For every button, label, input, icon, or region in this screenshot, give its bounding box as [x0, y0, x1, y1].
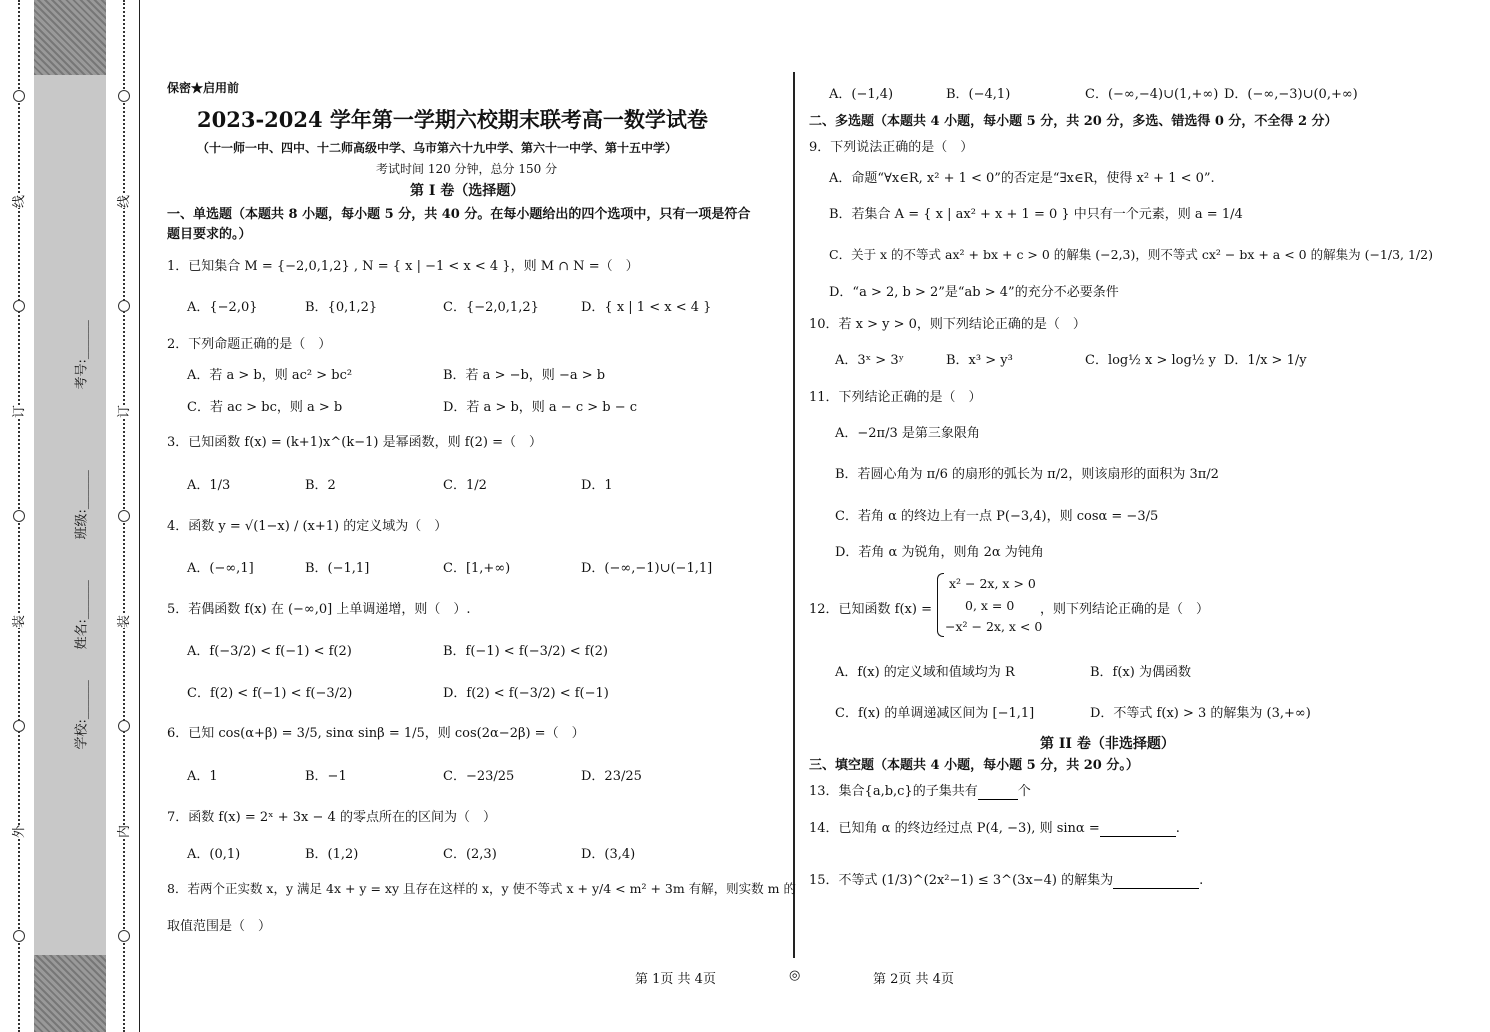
q5-option-a[interactable]: A．f(−3/2) < f(−1) < f(2) — [187, 644, 352, 659]
q12-stem-tail: ，则下列结论正确的是（ ） — [1040, 602, 1210, 617]
binding-hole — [13, 510, 25, 522]
exam-number-field[interactable]: 考号:______ — [74, 320, 90, 390]
q6-option-d[interactable]: D．23/25 — [581, 769, 642, 784]
q9-stem: 9．下列说法正确的是（ ） — [809, 140, 974, 155]
column-divider — [793, 72, 795, 958]
q10-option-c[interactable]: C．log½ x > log½ y — [1085, 353, 1216, 368]
binding-label: 装 — [8, 615, 27, 628]
q3-stem: 3．已知函数 f(x) = (k+1)x^(k−1) 是幂函数，则 f(2) =（ ） — [167, 435, 542, 450]
hatched-block — [34, 955, 106, 1032]
binding-label: 内 — [113, 825, 132, 838]
binding-hole — [118, 930, 130, 942]
q4-option-c[interactable]: C．[1,+∞) — [443, 561, 511, 576]
section1-heading: 一、单选题（本题共 8 小题，每小题 5 分，共 40 分。在每小题给出的四个选项中，只有一项是符合 — [167, 207, 751, 222]
q11-stem: 11．下列结论正确的是（ ） — [809, 390, 982, 405]
q3-option-b[interactable]: B．2 — [305, 478, 336, 493]
q6-option-b[interactable]: B．−1 — [305, 769, 347, 784]
binding-label: 线 — [113, 195, 132, 208]
part2-heading: 第 II 卷（非选择题） — [1040, 736, 1175, 752]
q2-option-c[interactable]: C．若 ac > bc，则 a > b — [187, 400, 343, 415]
q10-option-b[interactable]: B．x³ > y³ — [946, 353, 1013, 368]
q2-option-a[interactable]: A．若 a > b，则 ac² > bc² — [187, 368, 353, 383]
binding-hole — [118, 720, 130, 732]
q7-option-d[interactable]: D．(3,4) — [581, 847, 636, 862]
page-number-left: 第 1页 共 4页 — [635, 972, 716, 987]
q10-stem: 10．若 x > y > 0，则下列结论正确的是（ ） — [809, 317, 1086, 332]
q5-option-d[interactable]: D．f(2) < f(−3/2) < f(−1) — [443, 686, 609, 701]
binding-hole — [13, 300, 25, 312]
q15 — [809, 869, 1203, 889]
section2-heading: 二、多选题（本题共 4 小题，每小题 5 分，共 20 分，多选、错选得 0 分，不全得 2 分） — [809, 114, 1338, 129]
q9-option-c[interactable]: C．关于 x 的不等式 ax² + bx + c > 0 的解集 (−2,3)，则不等式 cx² − bx + a < 0 的解集为 (−1/3, 1/2) — [829, 247, 1433, 262]
q7-option-c[interactable]: C．(2,3) — [443, 847, 497, 862]
q14-text: 14．已知角 α 的终边经过点 P(4, −3), 则 sinα = — [809, 821, 1100, 836]
q12-option-d[interactable]: D．不等式 f(x) > 3 的解集为 (3,+∞) — [1090, 706, 1311, 721]
q1-option-b[interactable]: B．{0,1,2} — [305, 300, 378, 315]
page-number-right: 第 2页 共 4页 — [873, 972, 954, 987]
q13-answer-blank[interactable] — [978, 784, 1018, 800]
page-title: 2023-2024 学年第一学期六校期末联考高一数学试卷 — [197, 107, 708, 132]
q8-option-b[interactable]: B．(−4,1) — [946, 87, 1011, 102]
q1-stem: 1．已知集合 M = {−2,0,1,2} , N = { x | −1 < x < 4 }，则 M ∩ N =（ ） — [167, 259, 639, 274]
q10-option-a[interactable]: A．3ˣ > 3ʸ — [835, 353, 905, 368]
q8-option-c[interactable]: C．(−∞,−4)∪(1,+∞) — [1085, 87, 1219, 102]
q10-option-d[interactable]: D．1/x > 1/y — [1224, 353, 1307, 368]
q11-option-d[interactable]: D．若角 α 为锐角，则角 2α 为钝角 — [835, 545, 1044, 560]
q4-stem: 4．函数 y = √(1−x) / (x+1) 的定义域为（ ） — [167, 519, 448, 534]
footer-symbol: ◎ — [789, 968, 801, 983]
q8-stem: 8．若两个正实数 x，y 满足 4x + y = xy 且存在这样的 x，y 使不等式 x + y/4 < m² + 3m 有解，则实数 m 的 — [167, 881, 796, 896]
q8-stem-cont: 取值范围是（ ） — [167, 919, 272, 934]
q8-option-a[interactable]: A．(−1,4) — [829, 87, 894, 102]
q8-option-d[interactable]: D．(−∞,−3)∪(0,+∞) — [1224, 87, 1358, 102]
q12-option-c[interactable]: C．f(x) 的单调递减区间为 [−1,1] — [835, 706, 1035, 721]
q2-option-b[interactable]: B．若 a > −b，则 −a > b — [443, 368, 606, 383]
q2-stem: 2．下列命题正确的是（ ） — [167, 337, 332, 352]
q11-option-c[interactable]: C．若角 α 的终边上有一点 P(−3,4)，则 cosα = −3/5 — [835, 509, 1159, 524]
binding-hole — [13, 930, 25, 942]
q9-option-b[interactable]: B．若集合 A = { x | ax² + x + 1 = 0 } 中只有一个元素，则 a = 1/4 — [829, 207, 1243, 222]
binding-label: 订 — [8, 405, 27, 418]
part1-heading: 第 I 卷（选择题） — [410, 183, 525, 199]
q12-case-1: x² − 2x, x > 0 — [949, 576, 1036, 591]
q15-tail: . — [1199, 873, 1204, 888]
q15-answer-blank[interactable] — [1113, 873, 1199, 889]
section1-heading-cont: 题目要求的。） — [167, 227, 252, 242]
q14-answer-blank[interactable] — [1100, 821, 1176, 837]
q7-stem: 7．函数 f(x) = 2ˣ + 3x − 4 的零点所在的区间为（ ） — [167, 810, 496, 825]
section3-heading: 三、填空题（本题共 4 小题，每小题 5 分，共 20 分。） — [809, 758, 1139, 773]
q6-option-c[interactable]: C．−23/25 — [443, 769, 515, 784]
schools-subtitle: （十一师一中、四中、十二师高级中学、乌市第六十九中学、第六十一中学、第十五中学） — [197, 141, 678, 155]
q4-option-d[interactable]: D．(−∞,−1)∪(−1,1] — [581, 561, 713, 576]
q5-stem: 5．若偶函数 f(x) 在 (−∞,0] 上单调递增，则（ ）. — [167, 602, 471, 617]
margin-border — [139, 0, 140, 1032]
q1-option-a[interactable]: A．{−2,0} — [187, 300, 258, 315]
name-field[interactable]: 姓名:______ — [74, 580, 90, 650]
exam-info: 考试时间 120 分钟，总分 150 分 — [376, 162, 558, 176]
q6-stem: 6．已知 cos(α+β) = 3/5, sinα sinβ = 1/5，则 cos(2α−2β) =（ ） — [167, 726, 585, 741]
piecewise-brace — [937, 573, 944, 637]
q4-option-a[interactable]: A．(−∞,1] — [187, 561, 254, 576]
q1-option-d[interactable]: D．{ x | 1 < x < 4 } — [581, 300, 712, 315]
q12-stem: 12．已知函数 f(x) = — [809, 602, 932, 617]
q12-case-3: −x² − 2x, x < 0 — [945, 619, 1043, 634]
q7-option-a[interactable]: A．(0,1) — [187, 847, 241, 862]
q1-option-c[interactable]: C．{−2,0,1,2} — [443, 300, 539, 315]
q11-option-a[interactable]: A．−2π/3 是第三象限角 — [835, 426, 980, 441]
q14-tail: . — [1175, 821, 1180, 836]
q9-option-d[interactable]: D．“a > 2, b > 2”是“ab > 4”的充分不必要条件 — [829, 285, 1119, 300]
confidential-label: 保密★启用前 — [167, 81, 240, 95]
q13-text: 13．集合{a,b,c}的子集共有 — [809, 784, 978, 799]
class-field[interactable]: 班级:______ — [74, 470, 90, 540]
q13-tail: 个 — [1017, 784, 1031, 799]
q12-option-a[interactable]: A．f(x) 的定义域和值域均为 R — [835, 665, 1015, 680]
binding-label: 装 — [113, 615, 132, 628]
binding-hole — [118, 300, 130, 312]
q13 — [809, 780, 1031, 800]
q3-option-d[interactable]: D．1 — [581, 478, 613, 493]
q2-option-d[interactable]: D．若 a > b，则 a − c > b − c — [443, 400, 638, 415]
binding-hole — [118, 510, 130, 522]
binding-label: 订 — [113, 405, 132, 418]
binding-hole — [118, 90, 130, 102]
q5-option-c[interactable]: C．f(2) < f(−1) < f(−3/2) — [187, 686, 353, 701]
q5-option-b[interactable]: B．f(−1) < f(−3/2) < f(2) — [443, 644, 608, 659]
binding-label: 线 — [8, 195, 27, 208]
q3-option-c[interactable]: C．1/2 — [443, 478, 487, 493]
school-field[interactable]: 学校:______ — [74, 680, 90, 750]
binding-hole — [13, 720, 25, 732]
q12-case-2: 0, x = 0 — [965, 598, 1015, 613]
q3-option-a[interactable]: A．1/3 — [187, 478, 231, 493]
binding-label: 外 — [8, 825, 27, 838]
q11-option-b[interactable]: B．若圆心角为 π/6 的扇形的弧长为 π/2，则该扇形的面积为 3π/2 — [835, 467, 1219, 482]
q7-option-b[interactable]: B．(1,2) — [305, 847, 359, 862]
q14 — [809, 817, 1180, 837]
q12-option-b[interactable]: B．f(x) 为偶函数 — [1090, 665, 1191, 680]
binding-hole — [13, 90, 25, 102]
q4-option-b[interactable]: B．(−1,1] — [305, 561, 370, 576]
q6-option-a[interactable]: A．1 — [187, 769, 218, 784]
q9-option-a[interactable]: A．命题“∀x∈R, x² + 1 < 0”的否定是“∃x∈R，使得 x² + 1 < 0”. — [829, 171, 1215, 186]
hatched-block — [34, 0, 106, 75]
q15-text: 15．不等式 (1/3)^(2x²−1) ≤ 3^(3x−4) 的解集为 — [809, 873, 1114, 888]
